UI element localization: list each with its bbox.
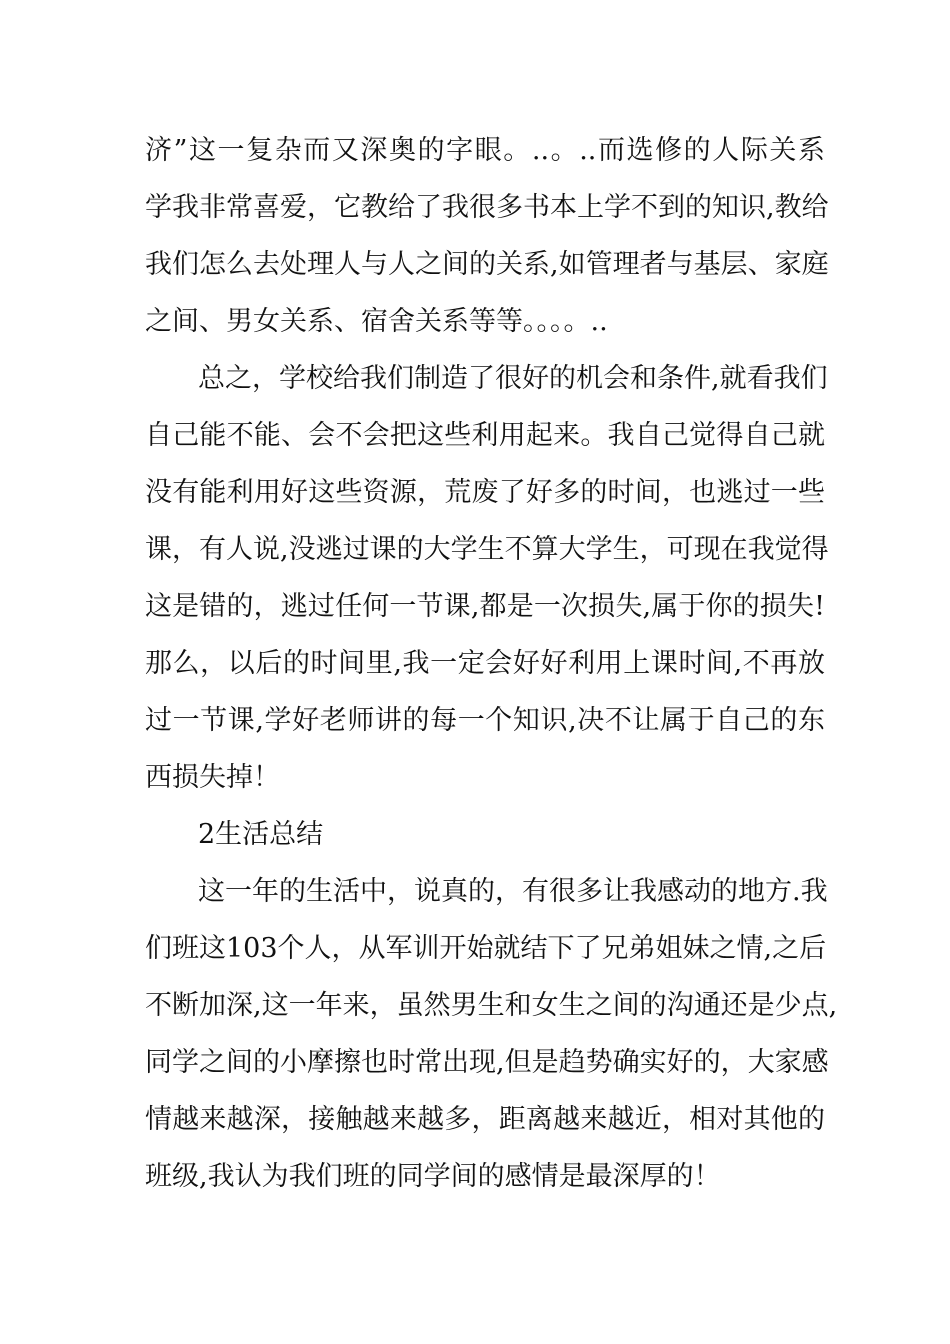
text-line-4: 之间、男女关系、宿舍关系等等。。。。..	[145, 306, 608, 337]
paragraph-2-line-4: 课，有人说,没逃过课的大学生不算大学生，可现在我觉得	[145, 534, 829, 565]
paragraph-2-line-5: 这是错的，逃过任何一节课,都是一次损失,属于你的损失!	[145, 591, 825, 622]
paragraph-2-line-2: 自己能不能、会不会把这些利用起来。我自己觉得自己就	[145, 420, 825, 451]
text-line-2: 学我非常喜爱，它教给了我很多书本上学不到的知识,教给	[145, 192, 829, 223]
paragraph-2-line-1: 总之，学校给我们制造了很好的机会和条件,就看我们	[198, 363, 828, 394]
paragraph-3-line-1: 这一年的生活中，说真的，有很多让我感动的地方.我	[198, 876, 828, 907]
text-line-3: 我们怎么去处理人与人之间的关系,如管理者与基层、家庭	[145, 249, 829, 280]
paragraph-2-line-3: 没有能利用好这些资源，荒废了好多的时间，也逃过一些	[145, 477, 825, 508]
section-heading: 2生活总结	[198, 819, 324, 850]
paragraph-2-line-6: 那么，以后的时间里,我一定会好好利用上课时间,不再放	[145, 648, 825, 679]
text-line-1: 济”这一复杂而又深奥的字眼。..。..而选修的人际关系	[145, 135, 825, 166]
paragraph-3-line-3: 不断加深,这一年来，虽然男生和女生之间的沟通还是少点,	[145, 990, 838, 1021]
paragraph-2-line-8: 西损失掉！	[145, 762, 280, 793]
paragraph-3-line-2: 们班这103个人，从军训开始就结下了兄弟姐妹之情,之后	[145, 933, 827, 964]
paragraph-3-line-5: 情越来越深，接触越来越多，距离越来越近，相对其他的	[145, 1104, 825, 1135]
paragraph-2-line-7: 过一节课,学好老师讲的每一个知识,决不让属于自己的东	[145, 705, 825, 736]
paragraph-3-line-4: 同学之间的小摩擦也时常出现,但是趋势确实好的，大家感	[145, 1047, 829, 1078]
paragraph-3-line-6: 班级,我认为我们班的同学间的感情是最深厚的！	[145, 1161, 721, 1192]
